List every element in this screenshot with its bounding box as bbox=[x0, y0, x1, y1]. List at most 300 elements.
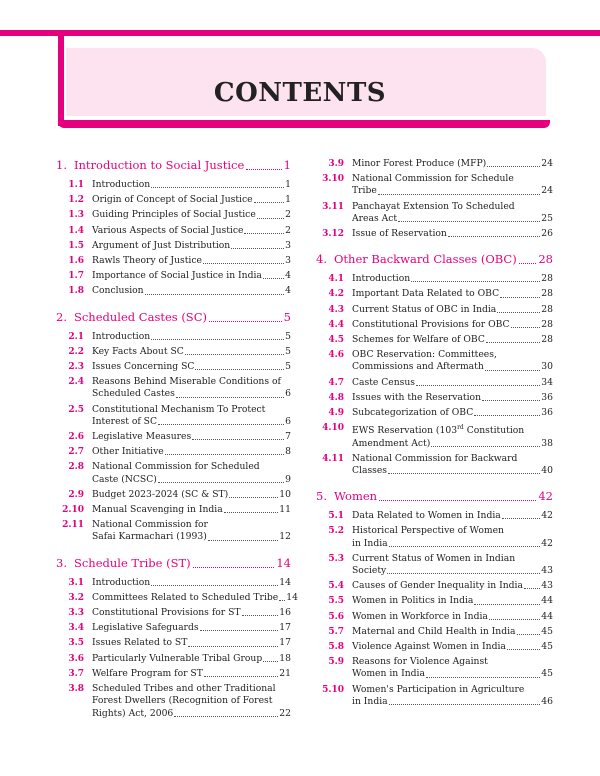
section-title-text: EWS Reservation (103rd Constitution bbox=[352, 424, 525, 437]
dot-leader bbox=[263, 661, 278, 662]
section-title-text: Conclusion bbox=[92, 285, 144, 297]
toc-entry[interactable] bbox=[56, 668, 291, 680]
toc-entry[interactable] bbox=[316, 407, 553, 419]
section-number: 4.10 bbox=[322, 423, 344, 434]
section-page-number: 45 bbox=[541, 625, 553, 637]
section-body bbox=[92, 577, 291, 589]
toc-entry[interactable] bbox=[316, 228, 553, 240]
section-title-text: Constitutional Provisions for ST bbox=[92, 607, 241, 619]
section-page-number: 6 bbox=[285, 388, 291, 400]
toc-entry[interactable] bbox=[316, 684, 553, 708]
section-page-number: 8 bbox=[285, 446, 291, 458]
section-number: 3.3 bbox=[68, 608, 84, 619]
dot-leader bbox=[387, 573, 540, 574]
toc-entry[interactable] bbox=[316, 510, 553, 522]
section-title-line bbox=[352, 377, 553, 389]
chapter-title: Introduction to Social Justice bbox=[73, 158, 245, 172]
section-page-number: 36 bbox=[541, 407, 553, 419]
dot-leader bbox=[242, 615, 279, 616]
section-page-number: 44 bbox=[541, 595, 553, 607]
section-number: 5.8 bbox=[328, 641, 344, 652]
toc-entry[interactable] bbox=[56, 179, 291, 191]
section-body bbox=[352, 656, 553, 680]
section-number: 1.4 bbox=[68, 225, 84, 236]
dot-leader bbox=[497, 312, 540, 313]
dot-leader bbox=[487, 166, 540, 167]
section-page-number: 26 bbox=[541, 228, 553, 240]
section-body bbox=[92, 194, 291, 206]
section-body bbox=[352, 349, 553, 373]
section-title-line bbox=[352, 684, 553, 696]
section-title-text: Rawls Theory of Justice bbox=[92, 255, 202, 267]
section-number: 4.1 bbox=[328, 274, 344, 285]
section-page-number: 24 bbox=[541, 158, 553, 169]
section-body bbox=[92, 607, 291, 619]
section-page-number: 25 bbox=[541, 212, 553, 224]
toc-entry[interactable] bbox=[316, 626, 553, 638]
section-body bbox=[92, 461, 291, 485]
section-body bbox=[352, 392, 553, 404]
dot-leader bbox=[502, 518, 541, 519]
section-title-text: in India bbox=[352, 537, 388, 549]
toc-entry[interactable] bbox=[56, 404, 291, 428]
section-page-number: 18 bbox=[279, 652, 291, 664]
chapter-heading[interactable] bbox=[56, 556, 291, 571]
section-title-text: Panchayat Extension To Scheduled bbox=[352, 200, 515, 212]
section-number: 3.4 bbox=[68, 623, 84, 634]
toc-entry[interactable] bbox=[56, 240, 291, 252]
section-body bbox=[352, 684, 553, 708]
section-page-number: 6 bbox=[285, 415, 291, 427]
page-title: CONTENTS bbox=[213, 78, 387, 108]
toc-entry[interactable] bbox=[56, 270, 291, 282]
section-title-line bbox=[92, 637, 291, 649]
toc-entry[interactable] bbox=[316, 595, 553, 607]
section-title-text: Manual Scavenging in India bbox=[92, 504, 223, 516]
section-title-text: Various Aspects of Social Justice bbox=[92, 224, 244, 236]
chapter-title: Scheduled Castes (SC) bbox=[73, 309, 207, 324]
section-page-number: 34 bbox=[541, 376, 553, 388]
section-title-line bbox=[352, 319, 553, 331]
toc-entry[interactable] bbox=[316, 422, 553, 449]
section-page-number: 4 bbox=[285, 270, 291, 282]
section-title-text: OBC Reservation: Committees, bbox=[352, 349, 497, 361]
section-title-text: Issues Concerning SC bbox=[92, 361, 195, 373]
section-title-line bbox=[92, 474, 291, 486]
section-title-line bbox=[92, 504, 291, 516]
header-bottom-bar bbox=[58, 120, 550, 128]
section-body bbox=[352, 626, 553, 638]
section-title-text: National Commission for Schedule bbox=[352, 173, 514, 185]
section-title-text: Tribe bbox=[352, 185, 377, 197]
toc-entry[interactable] bbox=[56, 577, 291, 589]
section-title-text: Data Related to Women in India bbox=[352, 510, 501, 522]
dot-leader bbox=[389, 704, 541, 705]
section-title-line bbox=[352, 392, 553, 404]
toc-entry[interactable] bbox=[316, 288, 553, 300]
section-body bbox=[92, 209, 291, 221]
dot-leader bbox=[378, 194, 541, 195]
section-page-number: 28 bbox=[541, 303, 553, 315]
section-number: 1.2 bbox=[68, 195, 84, 206]
toc-entry[interactable] bbox=[316, 273, 553, 285]
section-page-number: 2 bbox=[285, 224, 291, 236]
section-title-text: National Commission for bbox=[92, 519, 208, 531]
dot-leader bbox=[176, 397, 284, 398]
section-title-line bbox=[352, 185, 553, 197]
section-title-line bbox=[352, 465, 553, 477]
chapter-page-number: 1 bbox=[283, 158, 291, 172]
toc-entry[interactable] bbox=[56, 331, 291, 343]
section-page-number: 16 bbox=[279, 607, 291, 619]
section-title-line bbox=[92, 240, 291, 252]
section-body bbox=[92, 331, 291, 343]
section-number: 4.3 bbox=[328, 304, 344, 315]
section-number: 3.6 bbox=[68, 653, 84, 664]
section-title-line bbox=[352, 626, 553, 638]
chapter-heading[interactable] bbox=[56, 158, 291, 173]
section-title-text: Issue of Reservation bbox=[352, 228, 447, 240]
section-title-text: Origin of Concept of Social Justice bbox=[92, 194, 253, 206]
section-page-number: 21 bbox=[279, 667, 291, 679]
section-title-text: Violence Against Women in India bbox=[352, 640, 506, 652]
dot-leader bbox=[185, 354, 284, 355]
section-page-number: 4 bbox=[285, 285, 291, 297]
section-number: 5.1 bbox=[328, 511, 344, 522]
dot-leader bbox=[431, 446, 540, 447]
section-title-text: Particularly Vulnerable Tribal Group bbox=[92, 652, 263, 664]
chapter-heading[interactable] bbox=[316, 489, 553, 504]
toc-entry[interactable] bbox=[56, 489, 291, 501]
section-title-line bbox=[92, 209, 291, 221]
toc-entry[interactable] bbox=[316, 611, 553, 623]
section-number: 4.7 bbox=[328, 377, 344, 388]
section-title-text: Causes of Gender Inequality in India bbox=[352, 580, 523, 592]
chapter-number: 4. bbox=[316, 252, 327, 267]
section-title-line bbox=[352, 553, 553, 565]
section-page-number: 2 bbox=[285, 209, 291, 221]
section-page-number: 10 bbox=[279, 488, 291, 500]
section-title-text: Safai Karmachari (1993) bbox=[92, 531, 207, 543]
dot-leader bbox=[192, 439, 284, 440]
section-body bbox=[352, 304, 553, 316]
section-title-line bbox=[92, 519, 291, 531]
section-page-number: 24 bbox=[541, 185, 553, 197]
header-top-bar bbox=[0, 30, 600, 36]
section-body bbox=[92, 270, 291, 282]
section-title-text: Legislative Safeguards bbox=[92, 622, 199, 634]
section-page-number: 45 bbox=[541, 668, 553, 680]
section-body bbox=[352, 580, 553, 592]
toc-entry[interactable] bbox=[316, 553, 553, 577]
toc-entry[interactable] bbox=[316, 656, 553, 680]
section-page-number: 7 bbox=[285, 431, 291, 443]
dot-leader bbox=[174, 716, 278, 717]
section-page-number: 12 bbox=[279, 531, 291, 543]
toc-entry[interactable] bbox=[56, 607, 291, 619]
section-title-line bbox=[92, 695, 291, 707]
section-title-text: Women's Participation in Agriculture bbox=[352, 683, 525, 695]
section-title-text: Women in India bbox=[352, 668, 425, 680]
section-title-line bbox=[92, 683, 291, 695]
toc-entry[interactable] bbox=[56, 461, 291, 485]
section-title-text: Subcategorization of OBC bbox=[352, 407, 474, 419]
toc-entry[interactable] bbox=[56, 225, 291, 237]
dot-leader bbox=[474, 604, 540, 605]
dot-leader bbox=[244, 233, 284, 234]
section-number: 2.1 bbox=[68, 331, 84, 342]
toc-entry[interactable] bbox=[316, 453, 553, 477]
section-number: 3.12 bbox=[322, 229, 344, 240]
toc-entry[interactable] bbox=[316, 349, 553, 373]
dot-leader bbox=[279, 600, 285, 601]
section-title-line bbox=[352, 438, 553, 450]
section-title-text: Committees Related to Scheduled Tribe bbox=[92, 591, 279, 603]
dot-leader bbox=[500, 297, 540, 298]
section-page-number: 11 bbox=[279, 504, 291, 516]
section-number: 4.8 bbox=[328, 392, 344, 403]
toc-entry[interactable] bbox=[316, 158, 553, 170]
section-number: 3.11 bbox=[322, 201, 344, 212]
section-body bbox=[92, 504, 291, 516]
section-page-number: 42 bbox=[541, 537, 553, 549]
section-title-line bbox=[92, 388, 291, 400]
section-title-text: Other Initiative bbox=[92, 446, 164, 458]
section-body bbox=[92, 404, 291, 428]
section-number: 2.7 bbox=[68, 447, 84, 458]
section-body bbox=[352, 553, 553, 577]
section-title-text: Scheduled Castes bbox=[92, 388, 175, 400]
section-title-text: Budget 2023-2024 (SC & ST) bbox=[92, 488, 229, 500]
section-title-line bbox=[92, 416, 291, 428]
section-number: 3.1 bbox=[68, 577, 84, 588]
section-title-line bbox=[92, 622, 291, 634]
section-title-text: Interest of SC bbox=[92, 415, 158, 427]
section-page-number: 44 bbox=[541, 610, 553, 622]
section-title-text: Introduction bbox=[92, 330, 151, 342]
toc-entry[interactable] bbox=[316, 304, 553, 316]
toc-entry[interactable] bbox=[56, 255, 291, 267]
section-title-line bbox=[352, 696, 553, 708]
section-page-number: 17 bbox=[279, 622, 291, 634]
section-page-number: 1 bbox=[285, 194, 291, 206]
section-body bbox=[352, 510, 553, 522]
dot-leader bbox=[486, 342, 540, 343]
section-title-line bbox=[352, 349, 553, 361]
section-title-line bbox=[352, 510, 553, 522]
section-number: 2.2 bbox=[68, 346, 84, 357]
section-title-text: Important Data Related to OBC bbox=[352, 288, 500, 300]
section-number: 5.2 bbox=[328, 526, 344, 537]
section-number: 4.6 bbox=[328, 350, 344, 361]
section-title-line bbox=[92, 461, 291, 473]
section-title-text: Caste (NCSC) bbox=[92, 473, 157, 485]
section-title-text: Key Facts About SC bbox=[92, 345, 184, 357]
section-number: 4.2 bbox=[328, 289, 344, 300]
section-title-text: Forest Dwellers (Recognition of Forest bbox=[92, 695, 273, 707]
dot-leader bbox=[158, 424, 284, 425]
chapter-page-number: 28 bbox=[538, 252, 553, 267]
section-page-number: 3 bbox=[285, 239, 291, 251]
toc-entry[interactable] bbox=[56, 653, 291, 665]
section-page-number: 28 bbox=[541, 318, 553, 330]
section-title-line bbox=[352, 580, 553, 592]
section-body bbox=[352, 595, 553, 607]
section-number: 4.9 bbox=[328, 408, 344, 419]
dot-leader bbox=[411, 281, 540, 282]
section-number: 2.10 bbox=[62, 505, 84, 516]
chapter-title: Other Backward Classes (OBC) bbox=[333, 252, 517, 267]
section-title-text: Classes bbox=[352, 464, 388, 476]
dot-leader bbox=[398, 221, 540, 222]
section-title-text: Current Status of OBC in India bbox=[352, 303, 497, 315]
dot-leader bbox=[158, 482, 284, 483]
section-body bbox=[352, 422, 553, 449]
section-body bbox=[352, 201, 553, 225]
chapter-heading[interactable] bbox=[56, 310, 291, 325]
dot-leader bbox=[388, 473, 540, 474]
section-title-text: Guiding Principles of Social Justice bbox=[92, 209, 256, 221]
section-title-line bbox=[92, 179, 291, 191]
section-body bbox=[92, 668, 291, 680]
toc-column-right bbox=[316, 158, 553, 711]
section-number: 2.5 bbox=[68, 404, 84, 415]
section-title-line bbox=[352, 158, 553, 170]
section-title-text: Minor Forest Produce (MFP) bbox=[352, 158, 487, 169]
dot-leader bbox=[209, 321, 282, 322]
section-page-number: 45 bbox=[541, 640, 553, 652]
section-body bbox=[92, 446, 291, 458]
section-title-text: Women in Workforce in India bbox=[352, 610, 488, 622]
toc-entry[interactable] bbox=[56, 194, 291, 206]
dot-leader bbox=[511, 327, 541, 328]
toc-entry[interactable] bbox=[56, 431, 291, 443]
section-page-number: 5 bbox=[285, 330, 291, 342]
section-body bbox=[352, 525, 553, 549]
dot-leader bbox=[517, 634, 541, 635]
dot-leader bbox=[379, 500, 536, 501]
chapter-title: Women bbox=[333, 489, 378, 504]
toc-entry[interactable] bbox=[56, 519, 291, 543]
toc-entry[interactable] bbox=[56, 504, 291, 516]
section-title-line bbox=[352, 453, 553, 465]
section-title-text: Introduction bbox=[352, 273, 411, 285]
section-number: 5.6 bbox=[328, 611, 344, 622]
chapter-heading[interactable] bbox=[316, 252, 553, 267]
toc-entry[interactable] bbox=[316, 173, 553, 197]
section-title-line bbox=[352, 173, 553, 185]
section-body bbox=[92, 255, 291, 267]
chapter-number: 1. bbox=[56, 158, 67, 172]
section-page-number: 43 bbox=[541, 580, 553, 592]
section-title-line bbox=[92, 668, 291, 680]
section-title-text: Constitutional Mechanism To Protect bbox=[92, 403, 266, 415]
section-body bbox=[92, 431, 291, 443]
toc-entry[interactable] bbox=[56, 209, 291, 221]
section-page-number: 1 bbox=[285, 179, 291, 190]
section-body bbox=[92, 683, 291, 720]
section-title-text: Issues with the Reservation bbox=[352, 391, 481, 403]
toc-entry[interactable] bbox=[56, 376, 291, 400]
section-number: 4.5 bbox=[328, 335, 344, 346]
toc-entry[interactable] bbox=[316, 377, 553, 389]
dot-leader bbox=[193, 567, 275, 568]
toc-entry[interactable] bbox=[316, 201, 553, 225]
section-title-text: Introduction bbox=[92, 179, 151, 190]
section-title-line bbox=[352, 611, 553, 623]
toc-entry[interactable] bbox=[56, 346, 291, 358]
toc-entry[interactable] bbox=[56, 285, 291, 297]
section-title-line bbox=[92, 708, 291, 720]
toc-entry[interactable] bbox=[56, 683, 291, 720]
section-body bbox=[92, 361, 291, 373]
section-title-text: National Commission for Backward bbox=[352, 452, 518, 464]
section-title-text: Commissions and Aftermath bbox=[352, 361, 484, 373]
dot-leader bbox=[426, 677, 540, 678]
toc-entry[interactable] bbox=[316, 641, 553, 653]
section-title-text: Schemes for Welfare of OBC bbox=[352, 334, 485, 346]
dot-leader bbox=[448, 236, 540, 237]
chapter-page-number: 5 bbox=[283, 309, 291, 324]
section-title-line bbox=[352, 538, 553, 550]
dot-leader bbox=[389, 546, 541, 547]
toc-entry[interactable] bbox=[316, 525, 553, 549]
toc-entry[interactable] bbox=[56, 622, 291, 634]
section-title-text: Scheduled Tribes and other Traditional bbox=[92, 683, 276, 695]
section-number: 5.7 bbox=[328, 626, 344, 637]
section-title-line bbox=[92, 255, 291, 267]
section-number: 5.9 bbox=[328, 657, 344, 668]
section-page-number: 5 bbox=[285, 361, 291, 373]
dot-leader bbox=[489, 619, 540, 620]
section-body bbox=[92, 346, 291, 358]
section-body bbox=[92, 240, 291, 252]
section-title-text: National Commission for Scheduled bbox=[92, 461, 260, 473]
section-page-number: 28 bbox=[541, 288, 553, 300]
toc-entry[interactable] bbox=[56, 446, 291, 458]
dot-leader bbox=[257, 218, 284, 219]
section-title-text: Maternal and Child Health in India bbox=[352, 625, 516, 637]
section-number: 5.3 bbox=[328, 553, 344, 564]
section-title-line bbox=[352, 668, 553, 680]
section-title-line bbox=[92, 331, 291, 343]
section-page-number: 28 bbox=[541, 273, 553, 285]
section-title-line bbox=[352, 565, 553, 577]
dot-leader bbox=[151, 585, 278, 586]
section-number: 5.5 bbox=[328, 596, 344, 607]
toc-entry[interactable] bbox=[316, 319, 553, 331]
toc-entry[interactable] bbox=[56, 591, 298, 604]
section-title-text: Areas Act bbox=[352, 212, 398, 224]
chapter-number: 3. bbox=[56, 555, 67, 570]
toc-entry[interactable] bbox=[56, 637, 291, 649]
section-number: 1.6 bbox=[68, 256, 84, 267]
section-title-line bbox=[352, 273, 553, 285]
section-title-line bbox=[92, 446, 291, 458]
dot-leader bbox=[482, 400, 540, 401]
dot-leader bbox=[246, 169, 281, 170]
toc-entry[interactable] bbox=[316, 580, 553, 592]
section-body bbox=[352, 228, 553, 240]
section-title-line bbox=[352, 525, 553, 537]
section-body bbox=[352, 407, 553, 419]
section-body bbox=[92, 519, 291, 543]
dot-leader bbox=[151, 187, 284, 188]
section-page-number: 40 bbox=[541, 464, 553, 476]
toc-entry[interactable] bbox=[316, 334, 553, 346]
toc-entry[interactable] bbox=[56, 361, 291, 373]
toc-entry[interactable] bbox=[316, 392, 553, 404]
